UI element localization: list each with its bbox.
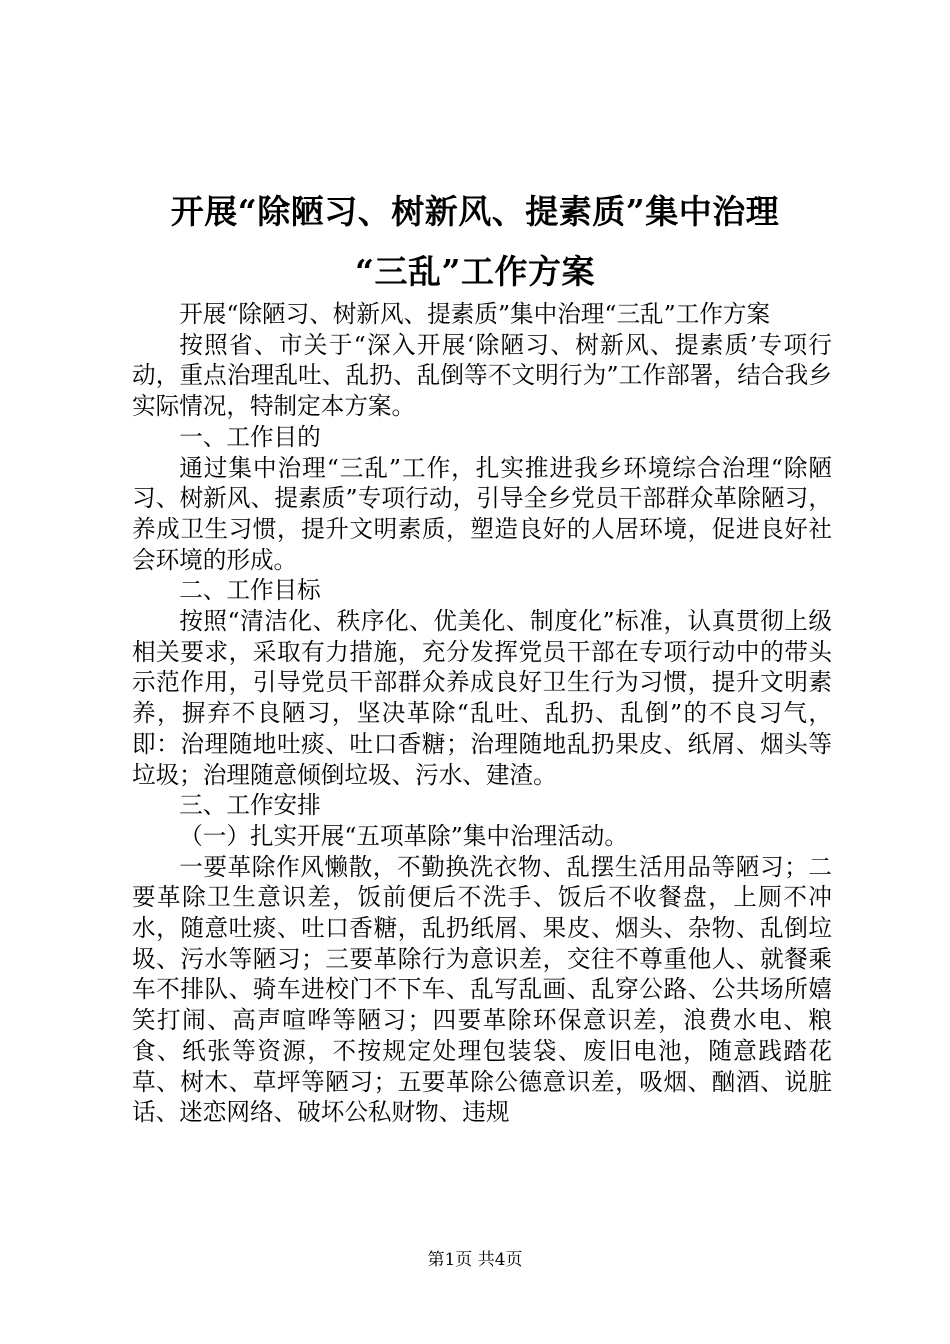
section-heading: 二、工作目标 [179, 576, 321, 605]
document-body [132, 299, 832, 1128]
page-footer: 第1页 共4页 [427, 1250, 523, 1270]
body-paragraph: 一要革除作风懒散，不勤换洗衣物、乱摆生活用品等陋习；二要革除卫生意识差，饭前便后不洗手、饭后不收餐盘，上厕不冲水，随意吐痰、吐口香糖，乱扔纸屑、果皮、烟头、杂物、乱倒垃圾、污水等陋习；三要革除行为意识差，交往不尊重他人、就餐乘车不排队、骑车进校门不下车、乱写乱画、乱穿公路、公共场所嬉笑打闹、高声喧哗等陋习；四要革除环保意识差，浪费水电、粮食、纸张等资源，不按规定处理包装袋、废旧电池，随意践踏花草、树木、草坪等陋习；五要革除公德意识差，吸烟、酗酒、说脏话、迷恋网络、破坏公私财物、违规 [132, 852, 832, 1127]
document-title-line-2: “三乱”工作方案 [355, 252, 595, 291]
body-paragraph: 按照省、市关于“深入开展‘除陋习、树新风、提素质’专项行动，重点治理乱吐、乱扔、乱倒等不文明行为”工作部署，结合我乡实际情况，特制定本方案。 [132, 330, 832, 421]
section-heading: 一、工作目的 [179, 422, 321, 451]
subtitle-paragraph: 开展“除陋习、树新风、提素质”集中治理“三乱”工作方案 [179, 300, 771, 328]
subsection-heading: （一）扎实开展“五项革除”集中治理活动。 [179, 821, 628, 850]
document-title-line-1: 开展“除陋习、树新风、提素质”集中治理 [170, 192, 780, 231]
body-paragraph: 通过集中治理“三乱”工作，扎实推进我乡环境综合治理“除陋习、树新风、提素质”专项行动，引导全乡党员干部群众革除陋习，养成卫生习惯，提升文明素质，塑造良好的人居环境，促进良好社会环境的形成。 [132, 453, 832, 574]
section-heading: 三、工作安排 [179, 791, 321, 820]
body-paragraph: 按照“清洁化、秩序化、优美化、制度化”标准，认真贯彻上级相关要求，采取有力措施，充分发挥党员干部在专项行动中的带头示范作用，引导党员干部群众养成良好卫生行为习惯，提升文明素养，摒弃不良陋习，坚决革除“乱吐、乱扔、乱倒”的不良习气，即：治理随地吐痰、吐口香糖；治理随地乱扔果皮、纸屑、烟头等垃圾；治理随意倾倒垃圾、污水、建渣。 [132, 607, 832, 789]
